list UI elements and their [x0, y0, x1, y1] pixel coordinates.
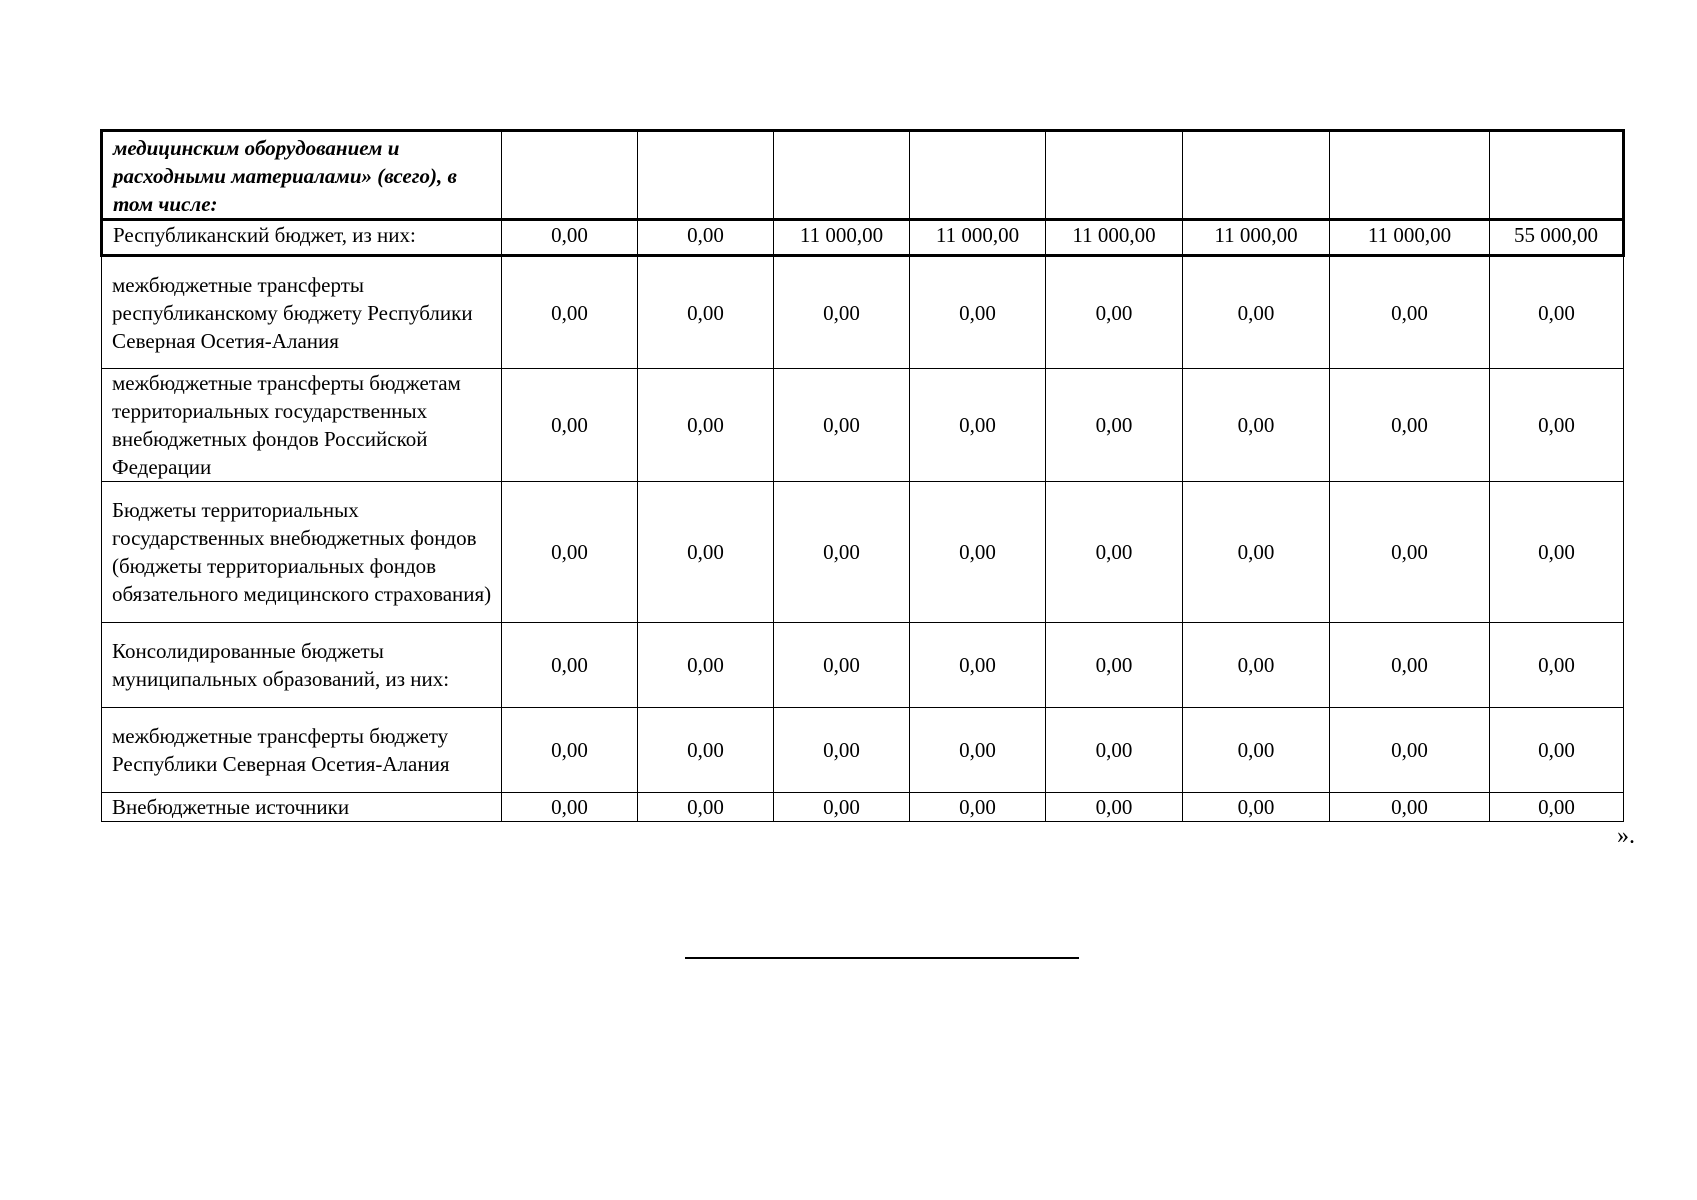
- table-row-republic-budget: [102, 220, 1624, 256]
- empty-cell: [910, 131, 1046, 220]
- value-cell: 0,00: [638, 256, 774, 369]
- value-cell: 0,00: [910, 623, 1046, 708]
- row-label: Бюджеты территориальных государственных внебюджетных фондов (бюджеты территориальных фондов обязательного медицинского страхования): [102, 482, 502, 623]
- value-cell: 0,00: [638, 793, 774, 822]
- empty-cell: [638, 131, 774, 220]
- value-cell: 0,00: [1183, 793, 1330, 822]
- separator-line: [685, 957, 1079, 959]
- value-cell: 0,00: [774, 256, 910, 369]
- value-cell: 0,00: [910, 708, 1046, 793]
- table-row: [102, 708, 1624, 793]
- value-cell: 0,00: [910, 793, 1046, 822]
- empty-cell: [774, 131, 910, 220]
- value-cell: 0,00: [910, 369, 1046, 482]
- empty-cell: [1330, 131, 1490, 220]
- empty-cell: [1046, 131, 1183, 220]
- value-cell: 0,00: [1046, 482, 1183, 623]
- value-cell: 0,00: [774, 482, 910, 623]
- value-cell: 11 000,00: [1183, 220, 1330, 256]
- value-cell: 0,00: [502, 623, 638, 708]
- row-label-header: медицинским оборудованием и расходными материалами» (всего), в том числе:: [102, 131, 502, 220]
- value-cell: 0,00: [1046, 708, 1183, 793]
- value-cell: 0,00: [1490, 793, 1624, 822]
- value-cell: 0,00: [638, 623, 774, 708]
- value-cell: 0,00: [774, 623, 910, 708]
- row-label: межбюджетные трансферты бюджетам территориальных государственных внебюджетных фондов Российской Федерации: [102, 369, 502, 482]
- value-cell: 0,00: [774, 369, 910, 482]
- row-label: межбюджетные трансферты республиканскому бюджету Республики Северная Осетия-Алания: [102, 256, 502, 369]
- value-cell: 0,00: [1330, 482, 1490, 623]
- value-cell: 0,00: [502, 708, 638, 793]
- value-cell: 0,00: [1183, 623, 1330, 708]
- value-cell: 0,00: [1490, 623, 1624, 708]
- value-cell: 0,00: [1183, 369, 1330, 482]
- value-cell: 0,00: [1183, 256, 1330, 369]
- value-cell: 0,00: [1183, 482, 1330, 623]
- empty-cell: [502, 131, 638, 220]
- value-cell: 0,00: [502, 220, 638, 256]
- value-cell: 0,00: [1330, 708, 1490, 793]
- value-cell: 0,00: [1330, 623, 1490, 708]
- value-cell: 0,00: [638, 708, 774, 793]
- value-cell: 0,00: [1490, 708, 1624, 793]
- value-cell: 0,00: [1330, 369, 1490, 482]
- row-label: межбюджетные трансферты бюджету Республики Северная Осетия-Алания: [102, 708, 502, 793]
- value-cell: 11 000,00: [910, 220, 1046, 256]
- table-row: [102, 793, 1624, 822]
- value-cell: 0,00: [1490, 256, 1624, 369]
- budget-table: [100, 129, 1625, 822]
- value-cell: 0,00: [774, 708, 910, 793]
- value-cell: 0,00: [1330, 793, 1490, 822]
- value-cell: 0,00: [502, 482, 638, 623]
- value-cell: 0,00: [1046, 793, 1183, 822]
- row-label: Консолидированные бюджеты муниципальных образований, из них:: [102, 623, 502, 708]
- value-cell: 0,00: [1490, 482, 1624, 623]
- value-cell: 0,00: [910, 256, 1046, 369]
- table-row: [102, 623, 1624, 708]
- value-cell: 0,00: [774, 793, 910, 822]
- closing-quote-mark: ».: [1617, 823, 1635, 849]
- value-cell: 0,00: [502, 369, 638, 482]
- value-cell: 0,00: [502, 256, 638, 369]
- value-cell: 0,00: [502, 793, 638, 822]
- value-cell: 11 000,00: [1046, 220, 1183, 256]
- value-cell: 0,00: [638, 482, 774, 623]
- value-cell: 11 000,00: [1330, 220, 1490, 256]
- value-cell: 0,00: [910, 482, 1046, 623]
- table-row-header: [102, 131, 1624, 220]
- value-cell: 0,00: [638, 369, 774, 482]
- row-label: Внебюджетные источники: [102, 793, 502, 822]
- value-cell: 0,00: [1046, 256, 1183, 369]
- empty-cell: [1490, 131, 1624, 220]
- table-row: [102, 369, 1624, 482]
- row-label: Республиканский бюджет, из них:: [102, 220, 502, 256]
- value-cell: 11 000,00: [774, 220, 910, 256]
- empty-cell: [1183, 131, 1330, 220]
- value-cell: 0,00: [638, 220, 774, 256]
- value-cell: 0,00: [1330, 256, 1490, 369]
- value-cell: 55 000,00: [1490, 220, 1624, 256]
- table-row: [102, 256, 1624, 369]
- value-cell: 0,00: [1183, 708, 1330, 793]
- table-row: [102, 482, 1624, 623]
- value-cell: 0,00: [1490, 369, 1624, 482]
- value-cell: 0,00: [1046, 369, 1183, 482]
- value-cell: 0,00: [1046, 623, 1183, 708]
